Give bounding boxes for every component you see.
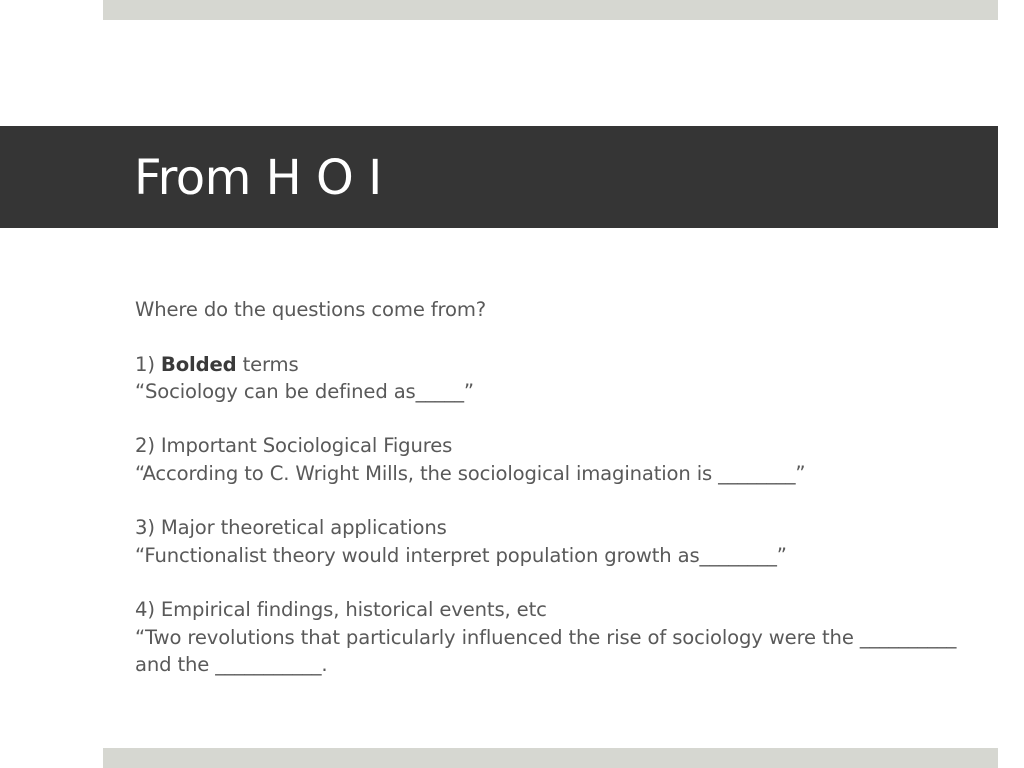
- bottom-accent-bar: [103, 748, 998, 768]
- item-2-heading: 2) Important Sociological Figures: [135, 434, 453, 458]
- top-accent-bar: [103, 0, 998, 20]
- item-4-example: “Two revolutions that particularly influenced the rise of sociology were the __________ and the ___________.: [135, 625, 957, 676]
- item-3-example: “Functionalist theory would interpret population growth as________”: [135, 543, 787, 567]
- item-3-heading: 3) Major theoretical applications: [135, 516, 447, 540]
- spacer: [135, 323, 975, 350]
- intro-question: Where do the questions come from?: [135, 298, 487, 321]
- item-2-example: “According to C. Wright Mills, the sociological imagination is ________”: [135, 461, 806, 485]
- spacer: [135, 487, 975, 514]
- spacer: [135, 405, 975, 432]
- item-1-number: 1): [135, 352, 155, 376]
- item-1-heading: [135, 351, 975, 378]
- item-1-example: “Sociology can be defined as_____”: [135, 379, 474, 403]
- item-1-bold-term: Bolded: [160, 352, 237, 376]
- slide-title: From H O I: [134, 150, 382, 206]
- item-1-heading-rest: terms: [242, 352, 299, 376]
- spacer: [135, 569, 975, 596]
- item-4-heading: 4) Empirical findings, historical events, etc: [135, 598, 547, 622]
- slide-body: [135, 296, 975, 678]
